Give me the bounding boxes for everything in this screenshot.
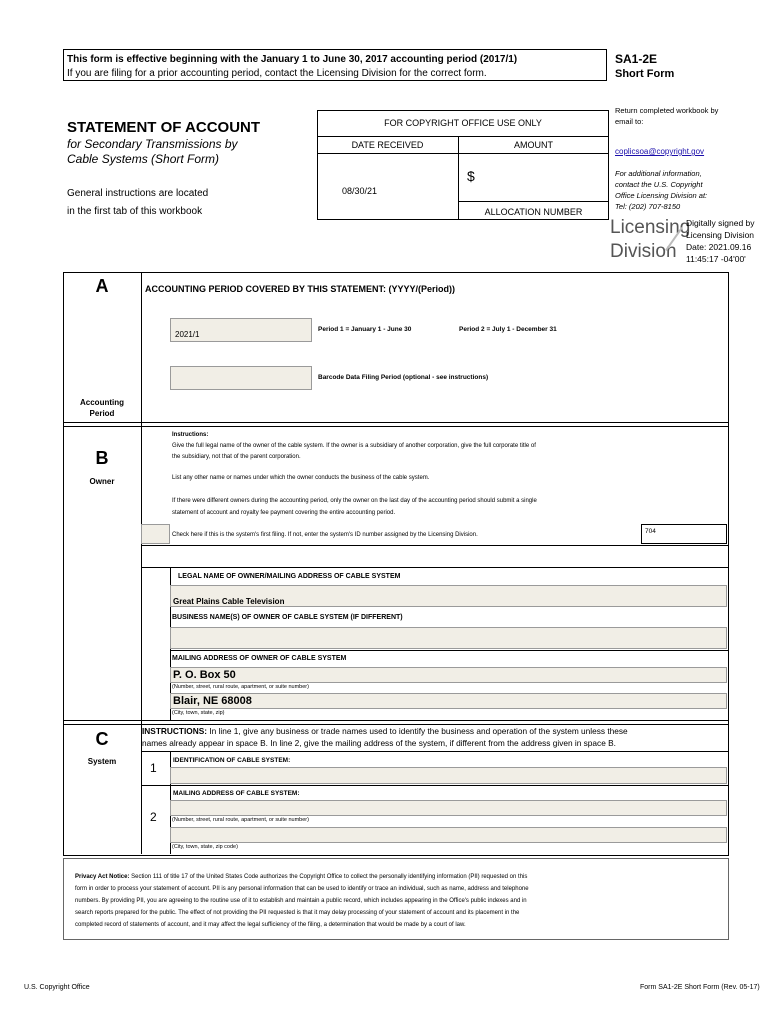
signature-name-2: Division (610, 241, 677, 262)
amount-label: AMOUNT (514, 140, 553, 150)
date-received-label: DATE RECEIVED (351, 140, 424, 150)
section-c-instructions-2: names already appear in space B. In line 2, give the mailing address of the system, if different from the address given in space B. (142, 738, 616, 748)
mailing-city-input[interactable] (170, 693, 727, 709)
privacy-text-1: Section 111 of title 17 of the United States Code authorizes the Copyright Office to collect the personally identifying information (PII) requested on this (129, 874, 528, 880)
first-filing-text: Check here if this is the system's first filing. If not, enter the system's ID number assigned by the Licensing Division. (172, 532, 478, 538)
section-c-name: System (87, 757, 117, 766)
signature-name-1: Licensing (610, 217, 691, 238)
privacy-line-1 (75, 874, 527, 880)
line-1-number: 1 (150, 761, 157, 775)
mailing-street-input[interactable] (170, 667, 727, 683)
accounting-period-value: 2021/1 (175, 330, 200, 339)
footer-right: Form SA1-2E Short Form (Rev. 05-17) (640, 984, 760, 991)
mailing-street-value: P. O. Box 50 (173, 669, 236, 681)
date-received-value: 08/30/21 (342, 186, 378, 196)
effective-line-2: If you are filing for a prior accounting period, contact the Licensing Division for the correct form. (67, 68, 487, 79)
page-subtitle-2: Cable Systems (Short Form) (67, 152, 220, 166)
system-city-hint: (City, town, state, zip code) (172, 844, 238, 850)
period-2-text: Period 2 = July 1 - December 31 (459, 326, 557, 333)
mailing-city-value: Blair, NE 68008 (173, 695, 252, 707)
footer-left: U.S. Copyright Office (24, 984, 90, 991)
privacy-line-2: form in order to process your statement of account. PII is any personal information that can be used to identify or trace an individual, such as name, address and telephone (75, 886, 529, 892)
mailing-street-hint: (Number, street, rural route, apartment, or suite number) (172, 684, 309, 690)
system-street-hint: (Number, street, rural route, apartment, or suite number) (172, 817, 309, 823)
barcode-label: Barcode Data Filing Period (optional - see instructions) (318, 374, 489, 381)
signature-date-1: Date: 2021.09.16 (686, 242, 752, 252)
business-name-label: BUSINESS NAME(S) OF OWNER OF CABLE SYSTEM (IF DIFFERENT) (172, 614, 403, 621)
contact-info-4: Tel: (202) 707-8150 (615, 202, 681, 211)
general-instructions-2: in the first tab of this workbook (67, 206, 203, 217)
identification-label: IDENTIFICATION OF CABLE SYSTEM: (173, 757, 291, 764)
section-c-instructions-text-1: In line 1, give any business or trade names used to identify the business and operation of the system unless these (207, 726, 628, 736)
section-b-name: Owner (89, 477, 115, 486)
privacy-line-5: completed record of statements of account, and it may affect the legal sufficiency of the filing, a determination that would be made by a court of law. (75, 922, 466, 928)
general-instructions-1: General instructions are located (67, 188, 209, 199)
accounting-period-input[interactable] (170, 318, 312, 342)
office-use-header: FOR COPYRIGHT OFFICE USE ONLY (384, 118, 542, 128)
contact-info-1: For additional information, (615, 169, 702, 178)
page-subtitle-1: for Secondary Transmissions by (67, 137, 238, 151)
legal-name-input[interactable] (170, 585, 727, 607)
effective-line-1: This form is effective beginning with the January 1 to June 30, 2017 accounting period (2017/1) (67, 54, 518, 65)
email-link[interactable]: coplicsoa@copyright.gov (615, 147, 705, 156)
signature-signed-by-2: Licensing Division (686, 230, 755, 240)
legal-name-label: LEGAL NAME OF OWNER/MAILING ADDRESS OF CABLE SYSTEM (178, 573, 401, 580)
signature-date-2: 11:45:17 -04'00' (686, 254, 746, 264)
privacy-line-4: search reports prepared for the public. The effect of not providing the PII requested is that it may delay processing of your statement of account and its placement in the (75, 910, 520, 916)
privacy-line-3: numbers. By providing PII, you are agreeing to the routine use of it to establish and maintain a public record, which includes appearing in the Office's public indexes and in (75, 898, 527, 904)
amount-dollar-sign: $ (467, 168, 475, 184)
section-b-instr-2: List any other name or names under which the owner conducts the business of the cable system. (172, 475, 430, 481)
page-title: STATEMENT OF ACCOUNT (67, 119, 261, 136)
section-a-heading: ACCOUNTING PERIOD COVERED BY THIS STATEMENT: (YYYY/(Period)) (145, 284, 456, 294)
section-a-name-1: Accounting (80, 398, 124, 407)
system-mailing-label: MAILING ADDRESS OF CABLE SYSTEM: (173, 790, 300, 797)
system-city-input[interactable] (170, 827, 727, 843)
allocation-number-label: ALLOCATION NUMBER (484, 207, 583, 217)
first-filing-checkbox[interactable] (141, 524, 170, 544)
section-b-letter: B (95, 448, 109, 468)
mailing-city-hint: (City, town, state, zip) (172, 710, 225, 716)
barcode-period-input[interactable] (170, 366, 312, 390)
signature-signed-by-1: Digitally signed by (686, 218, 755, 228)
period-1-text: Period 1 = January 1 - June 30 (318, 326, 412, 333)
section-b-instr-1b: the subsidiary, not that of the parent corporation. (172, 454, 301, 460)
legal-name-value: Great Plains Cable Television (173, 597, 285, 606)
section-b-instr-3b: statement of account and royalty fee payment covering the entire accounting period. (172, 510, 396, 516)
identification-input[interactable] (170, 767, 727, 784)
form-type: Short Form (615, 68, 675, 80)
system-id-input[interactable] (641, 524, 727, 544)
system-id-value: 704 (645, 528, 656, 535)
privacy-bold: Privacy Act Notice: (75, 874, 130, 880)
section-c-instructions-bold: INSTRUCTIONS: (142, 726, 207, 736)
form-code: SA1-2E (615, 52, 658, 66)
section-c-instructions-1 (142, 726, 628, 736)
section-b-instructions-label: Instructions: (172, 432, 209, 438)
line-2-number: 2 (150, 810, 157, 824)
mailing-address-label: MAILING ADDRESS OF OWNER OF CABLE SYSTEM (172, 655, 347, 662)
contact-info-2: contact the U.S. Copyright (615, 180, 703, 189)
section-a-name-2: Period (89, 409, 115, 418)
section-b-instr-3a: If there were different owners during the accounting period, only the owner on the last day of the accounting period should submit a single (172, 498, 537, 504)
system-street-input[interactable] (170, 800, 727, 816)
contact-info-3: Office Licensing Division at: (615, 191, 708, 200)
business-name-input[interactable] (170, 627, 727, 649)
return-workbook-text: Return completed workbook by email to: (615, 106, 719, 126)
section-b-instr-1a: Give the full legal name of the owner of the cable system. If the owner is a subsidiary of another corporation, give the full corporate title of (172, 443, 536, 449)
section-a-letter: A (95, 276, 109, 296)
section-c-letter: C (95, 729, 109, 749)
